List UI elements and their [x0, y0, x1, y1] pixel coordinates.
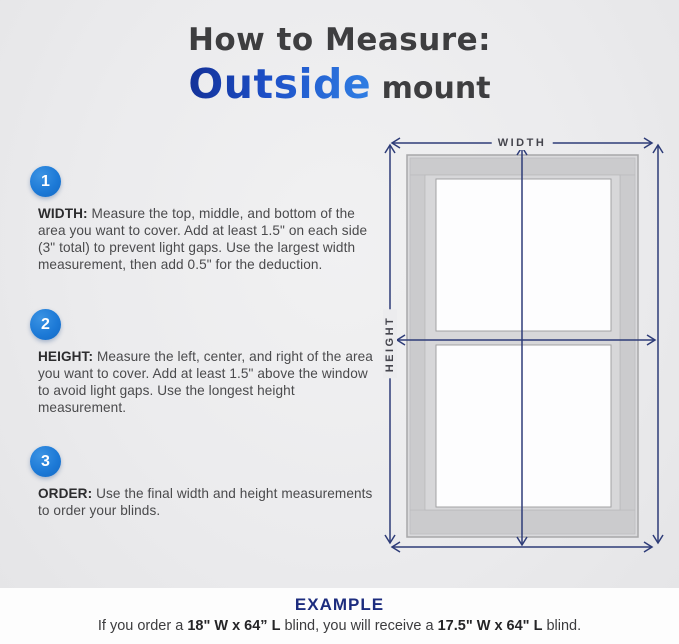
width-arrow-label: WIDTH	[492, 136, 553, 150]
example-prefix: If you order a	[97, 618, 188, 634]
window-diagram	[383, 133, 673, 591]
example-middle: blind, you will receive a	[280, 618, 438, 634]
step-3-text	[38, 485, 378, 519]
step-2-number-badge: 2	[30, 309, 61, 340]
height-arrow-label: HEIGHT	[383, 310, 397, 379]
example-received-size: 17.5" W x 64" L	[437, 618, 543, 634]
step-3-number-badge: 3	[30, 446, 61, 477]
step-2-text	[38, 348, 378, 416]
step-2-label: HEIGHT:	[38, 349, 94, 364]
mount-word: mount	[371, 71, 491, 106]
mount-type-highlight: Outside	[188, 60, 372, 108]
example-suffix: blind.	[542, 618, 582, 634]
title-block	[0, 22, 679, 108]
step-width	[30, 166, 382, 273]
page-title: How to Measure:	[187, 22, 492, 58]
step-1-text	[38, 205, 378, 273]
step-1-number-badge: 1	[30, 166, 61, 197]
window-left-jamb	[410, 175, 425, 510]
example-footer	[0, 588, 679, 644]
example-ordered-size: 18" W x 64” L	[187, 618, 281, 634]
window-diagram-svg	[383, 133, 673, 591]
step-3-body: Use the final width and height measurements to order your blinds.	[38, 486, 373, 518]
step-height	[30, 309, 382, 416]
step-1-body: Measure the top, middle, and bottom of the area you want to cover. Add at least 1.5" on each side (3" total) to prevent light gaps. Use the largest width measurement, then add 0.5" for the deduction.	[38, 206, 368, 272]
window-upper-pane	[436, 179, 611, 331]
page-subtitle	[0, 60, 679, 108]
example-text	[0, 618, 679, 634]
step-1-label: WIDTH:	[38, 206, 88, 221]
example-heading: EXAMPLE	[294, 595, 385, 614]
step-order	[30, 446, 382, 519]
step-2-body: Measure the left, center, and right of the area you want to cover. Add at least 1.5" above the window to avoid light gaps. Use the longest height measurement.	[38, 349, 373, 415]
window-right-jamb	[620, 175, 635, 510]
step-3-label: ORDER:	[38, 486, 93, 501]
window-lower-pane	[436, 345, 611, 507]
